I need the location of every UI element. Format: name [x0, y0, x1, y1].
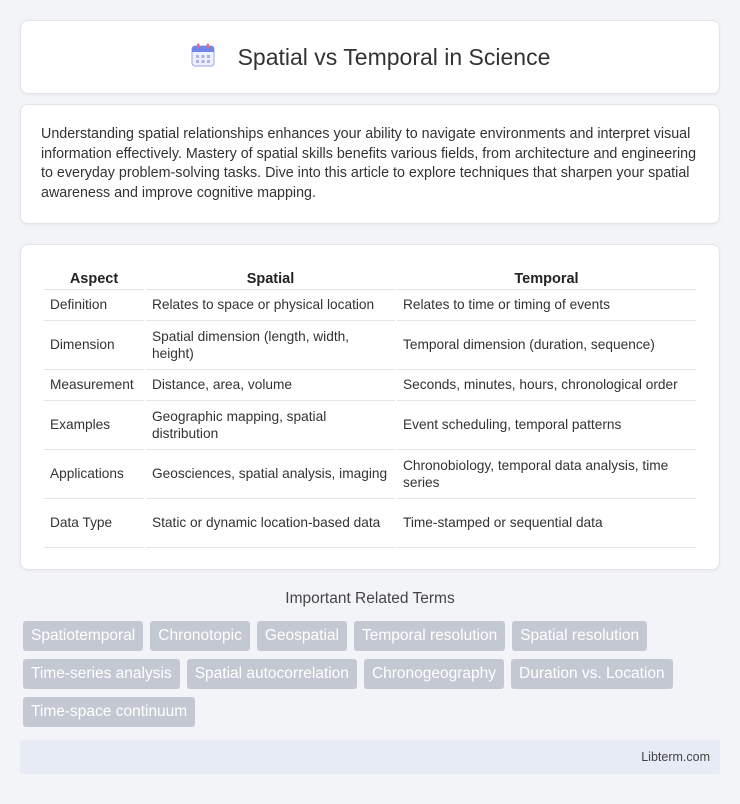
table-cell: Measurement	[44, 370, 144, 401]
related-terms-title: Important Related Terms	[285, 590, 455, 607]
related-term-tag[interactable]: Duration vs. Location	[511, 659, 673, 689]
table-cell: Relates to space or physical location	[146, 290, 395, 321]
header-card	[20, 20, 720, 94]
related-term-tag[interactable]: Spatiotemporal	[23, 621, 143, 651]
related-term-tag[interactable]: Geospatial	[257, 621, 347, 651]
table-cell: Distance, area, volume	[146, 370, 395, 401]
table-row	[44, 450, 696, 499]
table-cell: Geosciences, spatial analysis, imaging	[146, 450, 395, 499]
comparison-table	[42, 265, 698, 548]
page-title: Spatial vs Temporal in Science	[237, 43, 551, 70]
table-cell: Dimension	[44, 321, 144, 370]
column-header: Temporal	[397, 265, 696, 290]
table-cell: Relates to time or timing of events	[397, 290, 696, 321]
table-cell: Seconds, minutes, hours, chronological order	[397, 370, 696, 401]
table-cell: Definition	[44, 290, 144, 321]
table-row	[44, 499, 696, 548]
related-terms-list	[23, 621, 723, 727]
table-cell: Event scheduling, temporal patterns	[397, 401, 696, 450]
footer	[20, 740, 720, 774]
table-row	[44, 370, 696, 401]
column-header: Aspect	[44, 265, 144, 290]
table-cell: Applications	[44, 450, 144, 499]
table-header-row	[44, 265, 696, 290]
comparison-table-card	[20, 244, 720, 570]
column-header: Spatial	[146, 265, 395, 290]
intro-card	[20, 104, 720, 224]
table-cell: Chronobiology, temporal data analysis, time series	[397, 450, 696, 499]
related-term-tag[interactable]: Chronogeography	[364, 659, 504, 689]
table-cell: Time-stamped or sequential data	[397, 499, 696, 548]
table-cell: Static or dynamic location-based data	[146, 499, 395, 548]
table-row	[44, 321, 696, 370]
footer-site-link[interactable]: Libterm.com	[641, 750, 710, 764]
intro-text: Understanding spatial relationships enhances your ability to navigate environments and interpret visual information effectively. Mastery of spatial skills benefits various fields, from architecture and engineering to everyday problem-solving tasks. Dive into this article to explore techniques that sharpen your spatial awareness and improve cognitive mapping.	[41, 126, 697, 201]
table-cell: Geographic mapping, spatial distribution	[146, 401, 395, 450]
related-term-tag[interactable]: Spatial resolution	[512, 621, 647, 651]
table-row	[44, 290, 696, 321]
table-cell: Examples	[44, 401, 144, 450]
table-cell: Data Type	[44, 499, 144, 548]
related-term-tag[interactable]: Temporal resolution	[354, 621, 505, 651]
table-row	[44, 401, 696, 450]
related-term-tag[interactable]: Time-space continuum	[23, 697, 195, 727]
related-term-tag[interactable]: Spatial autocorrelation	[187, 659, 357, 689]
table-cell: Spatial dimension (length, width, height)	[146, 321, 395, 370]
calendar-icon	[190, 42, 216, 73]
table-cell: Temporal dimension (duration, sequence)	[397, 321, 696, 370]
related-term-tag[interactable]: Chronotopic	[150, 621, 250, 651]
related-term-tag[interactable]: Time-series analysis	[23, 659, 180, 689]
